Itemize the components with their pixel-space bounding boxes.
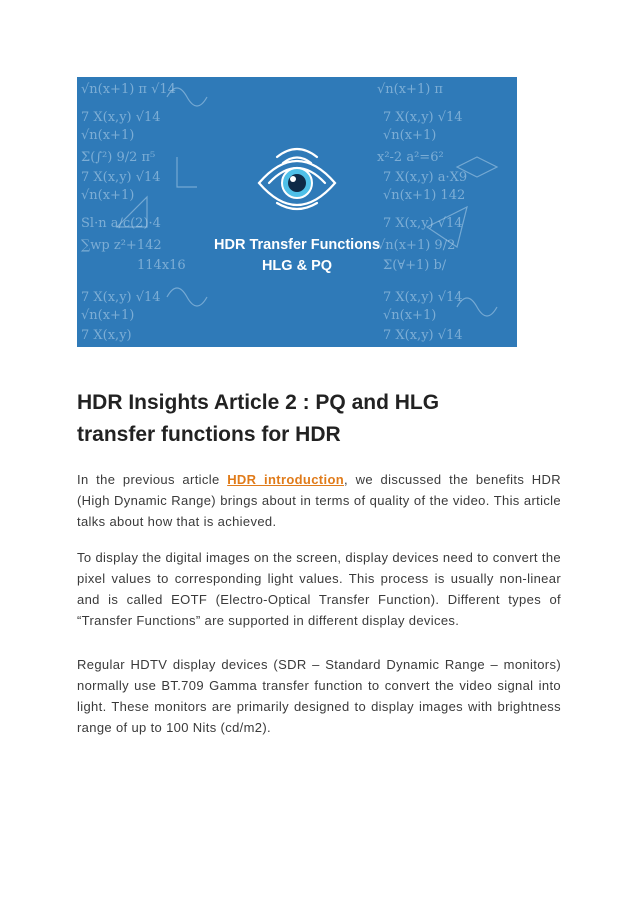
paragraph-sdr: Regular HDTV display devices (SDR – Standard Dynamic Range – monitors) normally use BT.709 Gamma transfer function to convert the video signal into light. These monitors are primarily designed to display images with brightness range of up to 100 Nits (cd/m2). (77, 657, 561, 735)
svg-text:7 X(x,y) √14: 7 X(x,y) √14 (383, 216, 463, 231)
svg-text:√n(x+1) π: √n(x+1) π (377, 82, 443, 97)
article-heading-line2: transfer functions for HDR (77, 423, 341, 446)
paragraph-intro (77, 469, 561, 532)
svg-text:√n(x+1): √n(x+1) (383, 128, 437, 143)
svg-text:√n(x+1): √n(x+1) (383, 308, 437, 323)
svg-text:√n(x+1): √n(x+1) (81, 128, 135, 143)
svg-text:Σ(∫²) 9/2 π⁵: Σ(∫²) 9/2 π⁵ (81, 150, 156, 165)
svg-text:√n(x+1) 9/2: √n(x+1) 9/2 (377, 238, 456, 253)
svg-text:Σ(∀+1) b/: Σ(∀+1) b/ (383, 258, 447, 273)
article-heading (77, 387, 561, 451)
svg-text:7 X(x,y) √14: 7 X(x,y) √14 (81, 290, 161, 305)
svg-text:7 X(x,y) √14: 7 X(x,y) √14 (81, 170, 161, 185)
paragraph-intro-text: In the previous article (77, 472, 228, 487)
article-heading-line1: HDR Insights Article 2 : PQ and HLG (77, 391, 440, 414)
svg-text:√n(x+1) π √14: √n(x+1) π √14 (81, 82, 176, 97)
svg-text:7 X(x,y) √14: 7 X(x,y) √14 (383, 328, 463, 343)
paragraph-eotf: To display the digital images on the screen, display devices need to convert the pixel values to corresponding light values. This process is usually non-linear and is called EOTF (Electro-Optical Transfer Function). Different types of “Transfer Functions” are supported in different display devices. (77, 550, 561, 628)
svg-text:7 X(x,y) √14: 7 X(x,y) √14 (383, 290, 463, 305)
hdr-introduction-link[interactable]: HDR introduction (227, 472, 345, 487)
paragraph-intro-text-continued: , we discussed the benefits HDR (High Dynamic Range) brings about in terms of quality of the video. This article talks about how that is achieved. (77, 472, 561, 529)
svg-text:Sl·n a/c(2)·4: Sl·n a/c(2)·4 (81, 216, 161, 231)
svg-text:√n(x+1): √n(x+1) (81, 188, 135, 203)
svg-text:7 X(x,y): 7 X(x,y) (81, 328, 132, 343)
svg-text:√n(x+1): √n(x+1) (81, 308, 135, 323)
eye-icon (255, 139, 339, 223)
svg-text:114x16: 114x16 (137, 258, 186, 273)
svg-text:7 X(x,y) a·X9: 7 X(x,y) a·X9 (383, 170, 468, 185)
svg-text:7 X(x,y) √14: 7 X(x,y) √14 (81, 110, 161, 125)
svg-text:7 X(x,y) √14: 7 X(x,y) √14 (383, 110, 463, 125)
banner-subtitle: HLG & PQ (261, 258, 333, 274)
svg-text:x²-2 a²=6²: x²-2 a²=6² (377, 150, 444, 165)
banner-title: HDR Transfer Functions (214, 237, 380, 253)
svg-text:√n(x+1) 142: √n(x+1) 142 (383, 188, 466, 203)
hero-banner-image (77, 77, 517, 347)
svg-text:∑wp z²+142: ∑wp z²+142 (81, 238, 162, 253)
